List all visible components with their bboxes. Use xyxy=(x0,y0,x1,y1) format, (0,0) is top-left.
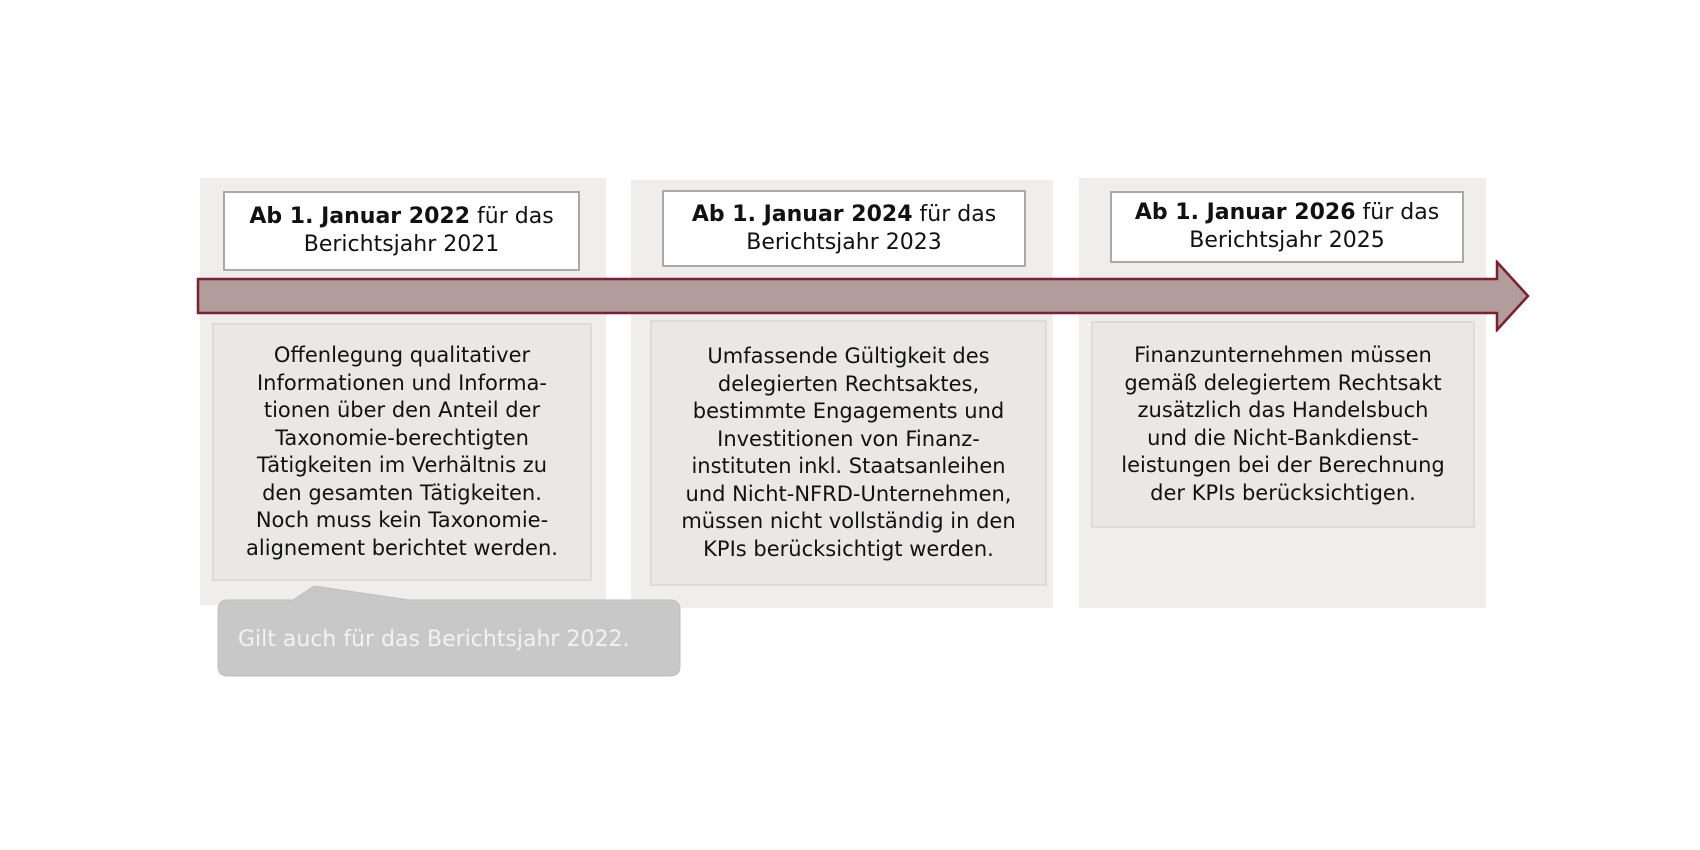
milestone-date-suffix: für das xyxy=(470,204,554,229)
milestone-reporting-year: Berichtsjahr 2023 xyxy=(746,229,942,255)
milestone-reporting-year: Berichtsjahr 2021 xyxy=(303,232,500,257)
milestone-date-suffix: für das xyxy=(1355,200,1440,225)
callout-text: Gilt auch für das Berichtsjahr 2022. xyxy=(238,627,630,652)
milestone-reporting-year: Berichtsjahr 2025 xyxy=(1189,228,1385,253)
milestone-description-2024: Umfassende Gültigkeit des delegierten Rechtsaktes, bestimmte Engagements und Investitionen von Finanz- instituten inkl. Staatsanleihen und Nicht-NFRD-Unternehmen, müssen nicht vollständig in den KPIs berücksichtigt werden. xyxy=(650,320,1047,586)
milestone-date-bold: Ab 1. Januar 2024 xyxy=(691,201,913,227)
callout-note xyxy=(214,586,684,678)
milestone-description-2022: Offenlegung qualitativer Informationen und Informa- tionen über den Anteil der Taxonomie-berechtigten Tätigkeiten im Verhältnis zu den gesamten Tätigkeiten. Noch muss kein Taxonomie- alignement berichtet werden. xyxy=(212,323,592,581)
milestone-date-2026 xyxy=(1110,191,1464,263)
milestone-date-2022 xyxy=(223,191,580,271)
milestone-date-bold: Ab 1. Januar 2026 xyxy=(1134,200,1356,225)
milestone-date-suffix: für das xyxy=(912,201,997,227)
milestone-description-2026: Finanzunternehmen müssen gemäß delegiertem Rechtsakt zusätzlich das Handelsbuch und die Nicht-Bankdienst- leistungen bei der Berechnung der KPIs berücksichtigen. xyxy=(1091,321,1475,528)
milestone-date-bold: Ab 1. Januar 2022 xyxy=(249,204,471,229)
milestone-date-2024 xyxy=(662,190,1026,267)
